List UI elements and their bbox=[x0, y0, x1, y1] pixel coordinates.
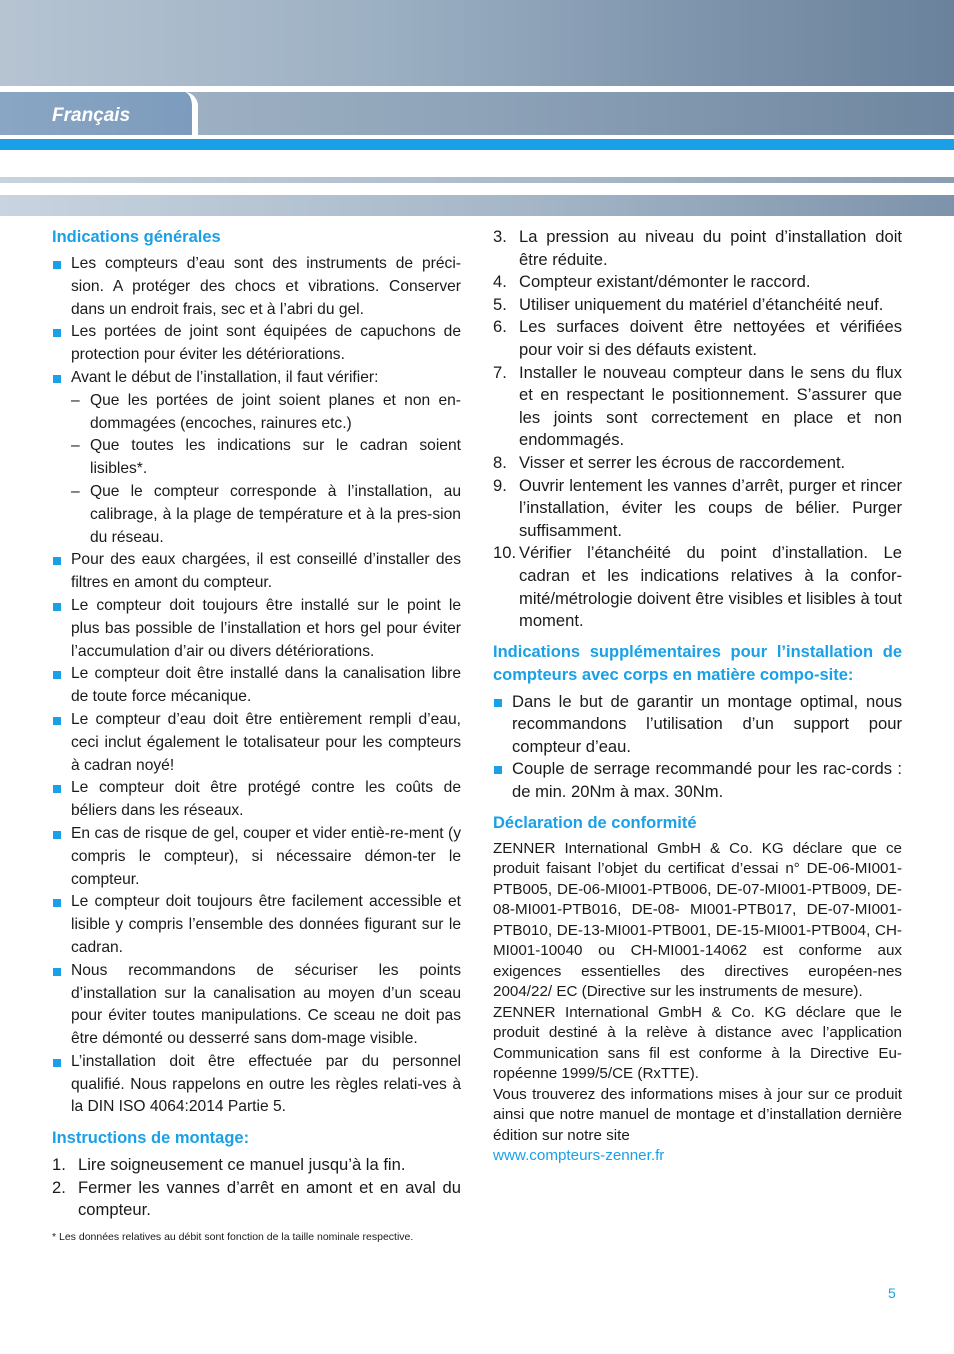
step-item: 3. La pression au niveau du point d’installation doit être réduite. bbox=[493, 227, 902, 269]
page-header bbox=[0, 0, 954, 220]
step-item: 10. Vérifier l’étanchéité du point d’installation. Le cadran et les indications relatives à la confor-mité/métrologie doivent être visibles et lisibles à tout moment. bbox=[493, 543, 902, 631]
composite-list bbox=[493, 691, 902, 804]
list-item: Le compteur doit être protégé contre les coûts de béliers dans les réseaux. bbox=[52, 777, 461, 823]
step-item: 9. Ouvrir lentement les vannes d’arrêt, purger et rincer l’installation, éviter les coups de bélier. Purger suffisamment. bbox=[493, 475, 902, 540]
list-item: Le compteur doit toujours être installé sur le point le plus bas possible de l’installation et hors gel pour éviter l’accumulation d’air ou divers détériorations. bbox=[52, 595, 461, 663]
step-item: 2. Fermer les vannes d’arrêt en amont et en aval du compteur. bbox=[52, 1177, 461, 1220]
square-bullet-icon bbox=[53, 717, 61, 725]
list-item: Couple de serrage recommandé pour les rac-cords : de min. 20Nm à max. 30Nm. bbox=[493, 758, 902, 803]
step-item: 1. Lire soigneusement ce manuel jusqu’à la fin. bbox=[52, 1155, 406, 1175]
mounting-steps-continued bbox=[493, 226, 902, 633]
step-item: 5. Utiliser uniquement du matériel d’étanchéité neuf. bbox=[493, 294, 884, 314]
list-item: Les portées de joint sont équipées de capuchons de protection pour éviter les détériorations. bbox=[52, 321, 461, 367]
square-bullet-icon bbox=[53, 899, 61, 907]
list-item: Le compteur doit être installé dans la canalisation libre de toute force mécanique. bbox=[52, 663, 461, 709]
square-bullet-icon bbox=[53, 831, 61, 839]
header-accent-bar bbox=[0, 139, 954, 150]
language-label: Français bbox=[52, 105, 131, 126]
list-item: Le compteur doit toujours être facilement accessible et lisible y compris l’ensemble des données figurant sur le cadran. bbox=[52, 891, 461, 959]
general-list bbox=[52, 253, 461, 1119]
list-item: Les compteurs d’eau sont des instruments de préci-sion. A protéger des chocs et vibrations. Conserver dans un endroit frais, sec et à l’abri du gel. bbox=[52, 253, 461, 321]
square-bullet-icon bbox=[53, 261, 61, 269]
square-bullet-icon bbox=[53, 557, 61, 565]
section-title-composite: Indications supplémentaires pour l’installation de compteurs avec corps en matière compo-site: bbox=[493, 642, 902, 684]
square-bullet-icon bbox=[53, 785, 61, 793]
section-title-conformity: Déclaration de conformité bbox=[493, 813, 697, 832]
header-banner bbox=[0, 0, 954, 86]
list-item: – Que le compteur corresponde à l’installation, au calibrage, à la plage de température et à la pres-sion du réseau. bbox=[71, 482, 461, 546]
mounting-steps bbox=[52, 1154, 461, 1222]
page-number: 5 bbox=[888, 1285, 896, 1301]
conformity-paragraph: ZENNER International GmbH & Co. KG déclare que le produit destiné à la relève à distance avec l’application Communication sans fil est conforme à la Directive Eu-ropéenne 1999/5/CE (RxTTE). bbox=[493, 1003, 902, 1083]
list-item: Le compteur d’eau doit être entièrement rempli d’eau, ceci inclut également le totalisateur pour les compteurs à cadran noyé! bbox=[52, 709, 461, 777]
square-bullet-icon bbox=[53, 329, 61, 337]
step-item: 8. Visser et serrer les écrous de raccordement. bbox=[493, 452, 846, 472]
check-list bbox=[71, 390, 461, 550]
conformity-text bbox=[493, 839, 902, 1167]
step-item: 4. Compteur existant/démonter le raccord. bbox=[493, 272, 811, 292]
square-bullet-icon bbox=[494, 699, 502, 707]
list-item: Pour des eaux chargées, il est conseillé d’installer des filtres en amont du compteur. bbox=[52, 549, 461, 595]
conformity-paragraph: Vous trouverez des informations mises à jour sur ce produit ainsi que notre manuel de montage et d’installation dernière édition sur notre site bbox=[493, 1085, 902, 1144]
list-item: – Que les portées de joint soient planes et non en-dommagées (encoches, rainures etc.) bbox=[71, 391, 461, 432]
list-item: Avant le début de l’installation, il faut vérifier: – Que les portées de joint soient planes et non en-dommagées (encoches, rainures etc.) – Que toutes les indications sur le cadran soient lisibles*. – Que le compteur corresponde à l’installation, au calibrage, à la plage de température et à la pres-sion du réseau. bbox=[52, 367, 461, 549]
square-bullet-icon bbox=[53, 671, 61, 679]
right-column bbox=[493, 226, 902, 1167]
list-item: – Que toutes les indications sur le cadran soient lisibles*. bbox=[71, 437, 461, 478]
header-stripe bbox=[0, 195, 954, 216]
footnote: * Les données relatives au débit sont fonction de la taille nominale respective. bbox=[52, 1231, 414, 1244]
left-column bbox=[52, 226, 461, 1244]
square-bullet-icon bbox=[494, 766, 502, 774]
list-item: L’installation doit être effectuée par du personnel qualifié. Nous rappelons en outre les règles relati-ves à la DIN ISO 4064:2014 Partie 5. bbox=[52, 1051, 461, 1119]
square-bullet-icon bbox=[53, 603, 61, 611]
square-bullet-icon bbox=[53, 375, 61, 383]
square-bullet-icon bbox=[53, 968, 61, 976]
list-item: Dans le but de garantir un montage optimal, nous recommandons l’utilisation d’un support pour compteur d’eau. bbox=[493, 691, 902, 759]
conformity-paragraph: ZENNER International GmbH & Co. KG déclare que ce produit faisant l’objet du certificat d’essai n° DE-06-MI001-PTB005, DE-06-MI001-PTB006, DE-07-MI001-PTB009, DE-08-MI001-PTB016, DE-08- MI001-PTB017, DE-07-MI001-PTB010, DE-13-MI001-PTB001, DE-15-MI001-PTB004, CH-MI001-10040 ou CH-MI001-14062 est conforme aux exigences essentielles des directives européen-nes 2004/22/ EC (Directive sur les instruments de mesure). bbox=[493, 839, 902, 1001]
section-title-general: Indications générales bbox=[52, 228, 221, 246]
website-link[interactable]: www.compteurs-zenner.fr bbox=[493, 1147, 665, 1165]
list-item: Nous recommandons de sécuriser les points d’installation sur la canalisation au moyen d’un sceau pour éviter toutes manipulations. Ce sceau ne doit pas être démonté ou desserré sans dom-mage visible. bbox=[52, 960, 461, 1051]
section-title-mounting: Instructions de montage: bbox=[52, 1129, 250, 1148]
list-item: En cas de risque de gel, couper et vider entiè-re-ment (y compris le compteur), si nécessaire démon-ter le compteur. bbox=[52, 823, 461, 891]
step-item: 6. Les surfaces doivent être nettoyées et vérifiées pour voir si des défauts existent. bbox=[493, 317, 902, 359]
step-item: 7. Installer le nouveau compteur dans le sens du flux et en respectant le positionnement. S’assurer que les joints sont correctement en place et non endommagés. bbox=[493, 362, 902, 450]
square-bullet-icon bbox=[53, 1059, 61, 1067]
